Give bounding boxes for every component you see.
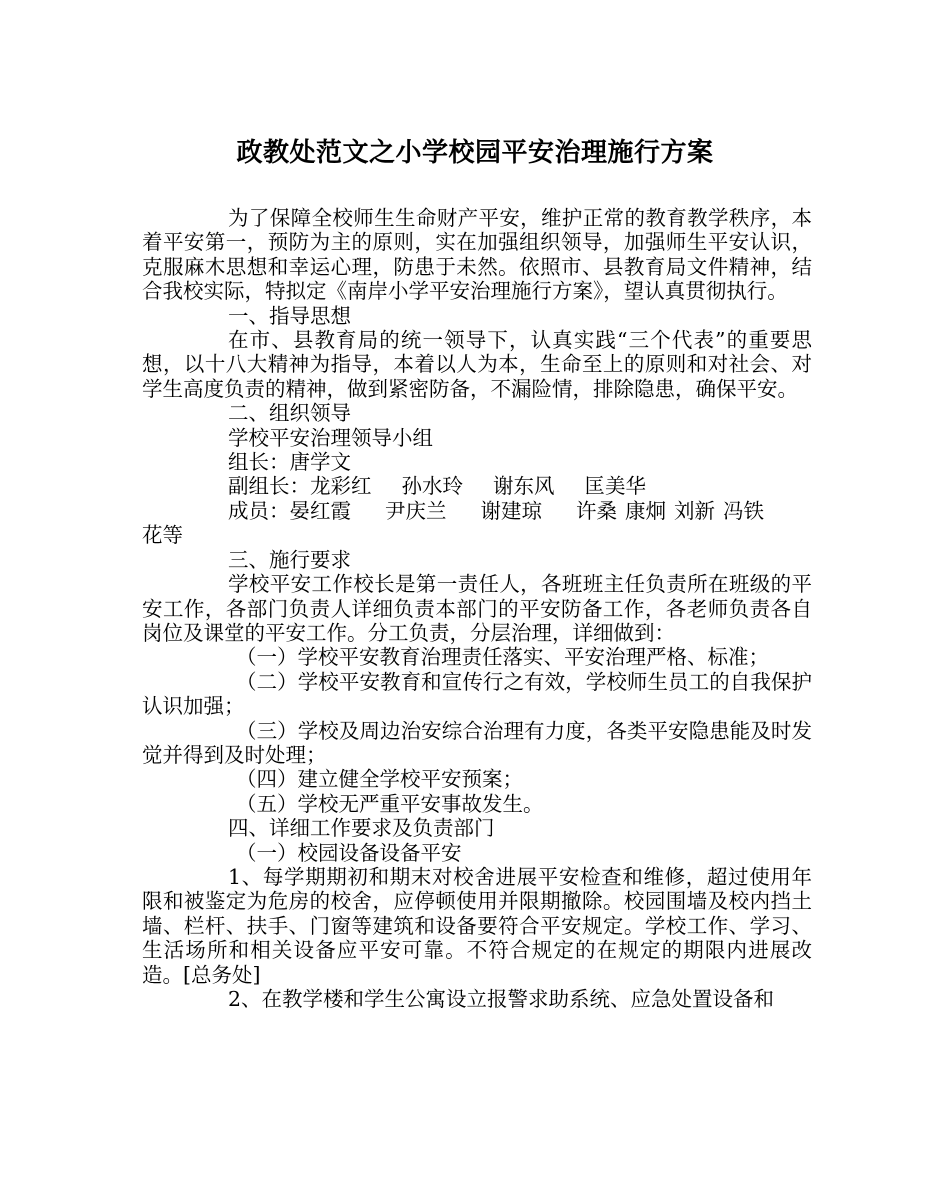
document-body — [142, 206, 812, 1011]
paragraph-guiding-thought: 在市、县教育局的统一领导下，认真实践“三个代表”的重要思想，以十八大精神为指导，本着以人为本，生命至上的原则和对社会、对学生高度负责的精神，做到紧密防备，不漏险情，排除隐患，确保平安。 — [142, 328, 812, 401]
paragraph-requirements: 学校平安工作校长是第一责任人，各班班主任负责所在班级的平安工作，各部门负责人详细负责本部门的平安防备工作，各老师负责各自岗位及课堂的平安工作。分工负责，分层治理，详细做到： — [142, 572, 812, 645]
members-label: 成员：晏红霞 — [228, 498, 351, 523]
requirement-item: （五）学校无严重平安事故发生。 — [236, 791, 544, 816]
member-name: 许桑 — [576, 498, 617, 523]
deputy-name: 匡美华 — [584, 474, 646, 499]
member-name: 康炯 — [625, 498, 666, 523]
requirement-item: （四）建立健全学校平安预案； — [236, 767, 523, 792]
requirement-item: （二）学校平安教育和宣传行之有效，学校师生员工的自我保护认识加强； — [142, 669, 812, 719]
subheading-facilities: （一）校园设备设备平安 — [236, 840, 462, 865]
heading-requirements: 三、施行要求 — [228, 547, 351, 572]
heading-detailed-requirements: 四、详细工作要求及负责部门 — [228, 816, 495, 841]
group-leader: 组长：唐学文 — [228, 450, 351, 475]
paragraph-facilities-1: 1、每学期期初和期末对校舍进展平安检查和维修，超过使用年限和被鉴定为危房的校舍，应停顿使用并限期撤除。校园围墙及校内挡土墙、栏杆、扶手、门窗等建筑和设备要符合平安规定。学校工作、学习、生活场所和相关设备应平安可靠。不符合规定的在规定的期限内进展改造。[总务处] — [142, 864, 812, 987]
deputy-name: 孙水玲 — [401, 474, 463, 499]
deputy-name: 谢东风 — [493, 474, 555, 499]
paragraph-facilities-2: 2、在教学楼和学生公寓设立报警求助系统、应急处置设备和 — [228, 987, 775, 1011]
leadership-group: 学校平安治理领导小组 — [228, 425, 433, 450]
heading-organization: 二、组织领导 — [228, 401, 351, 426]
document-title: 政教处范文之小学校园平安治理施行方案 — [236, 138, 714, 168]
member-name: 谢建琼 — [480, 498, 542, 523]
member-name: 刘新 — [674, 498, 715, 523]
requirement-item: （三）学校及周边治安综合治理有力度，各类平安隐患能及时发觉并得到及时处理； — [142, 718, 812, 767]
members-continued: 花等 — [142, 523, 183, 548]
heading-guiding-thought: 一、指导思想 — [228, 303, 351, 328]
deputy-label: 副组长：龙彩红 — [228, 474, 372, 499]
member-name: 冯铁 — [723, 498, 764, 523]
members-row — [142, 499, 812, 523]
requirement-item: （一）学校平安教育治理责任落实、平安治理严格、标准； — [236, 645, 769, 670]
member-name: 尹庆兰 — [385, 498, 447, 523]
paragraph-intro: 为了保障全校师生生命财产平安，维护正常的教育教学秩序，本着平安第一，预防为主的原则，实在加强组织领导，加强师生平安认识，克服麻木思想和幸运心理，防患于未然。依照市、县教育局文件精神，结合我校实际，特拟定《南岸小学平安治理施行方案》，望认真贯彻执行。 — [142, 206, 812, 304]
deputy-leaders-row — [142, 474, 812, 498]
